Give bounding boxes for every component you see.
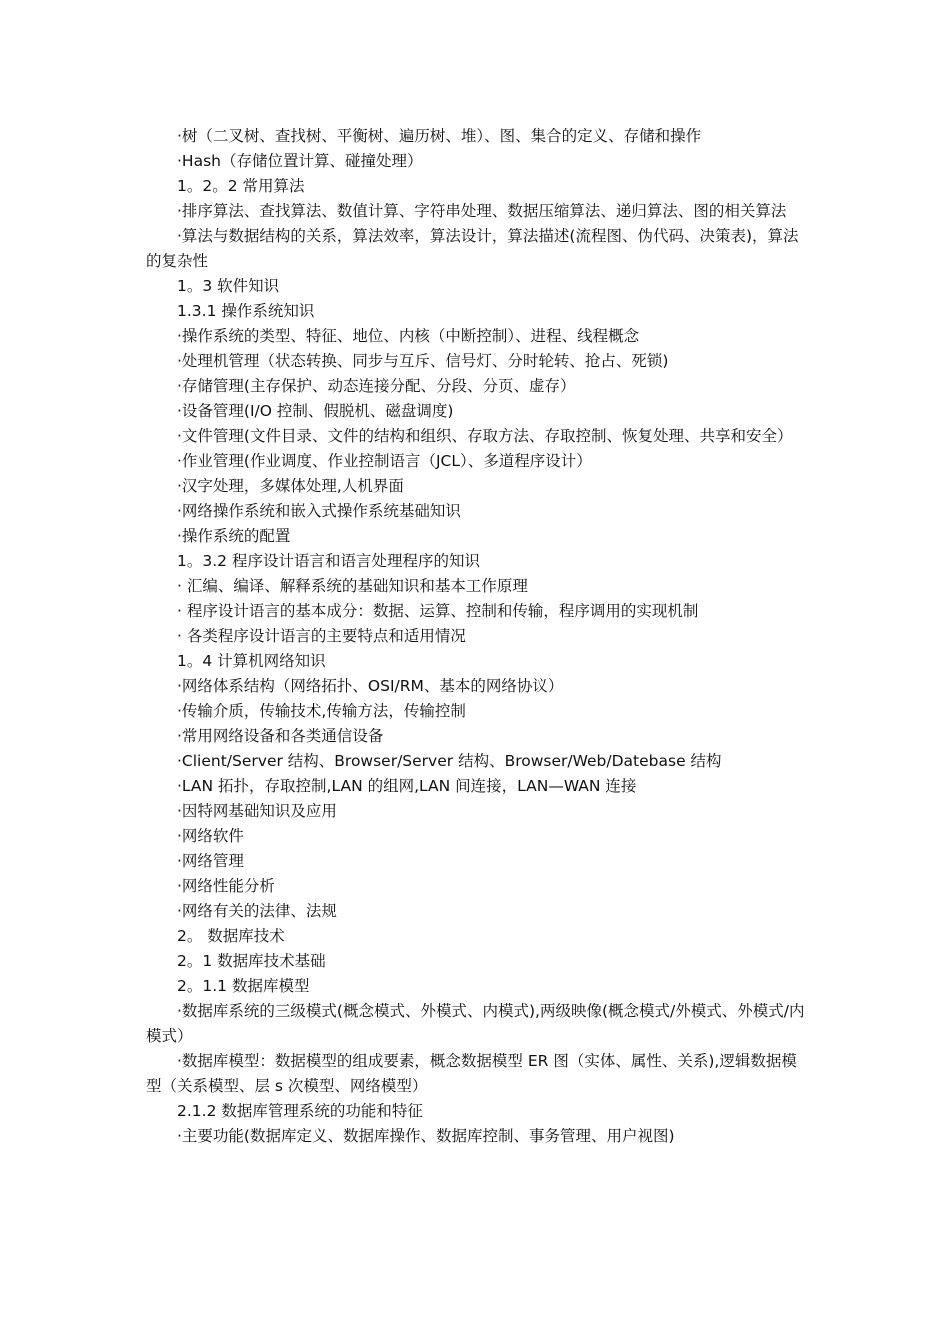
list-item: ·数据库模型：数据模型的组成要素，概念数据模型 ER 图（实体、属性、关系),逻辑数据模型（关系模型、层 s 次模型、网络模型） bbox=[146, 1052, 797, 1095]
section-heading: 1。3 软件知识 bbox=[177, 277, 280, 295]
document-body bbox=[146, 124, 806, 1149]
section-heading: 2。1.1 数据库模型 bbox=[177, 977, 310, 995]
section-heading: 2。 数据库技术 bbox=[177, 927, 285, 945]
list-item: ·Client/Server 结构、Browser/Server 结构、Browser/Web/Datebase 结构 bbox=[177, 752, 722, 770]
list-item: ·数据库系统的三级模式(概念模式、外模式、内模式),两级映像(概念模式/外模式、外模式/内模式） bbox=[146, 1002, 805, 1045]
section-heading: 1.3.1 操作系统知识 bbox=[177, 302, 315, 320]
list-item: · 汇编、编译、解释系统的基础知识和基本工作原理 bbox=[177, 577, 528, 595]
list-item: ·网络操作系统和嵌入式操作系统基础知识 bbox=[177, 502, 461, 520]
list-item: ·Hash（存储位置计算、碰撞处理） bbox=[177, 152, 423, 170]
list-item: ·网络性能分析 bbox=[177, 877, 275, 895]
section-heading: 2.1.2 数据库管理系统的功能和特征 bbox=[177, 1102, 423, 1120]
list-item: · 程序设计语言的基本成分：数据、运算、控制和传输，程序调用的实现机制 bbox=[177, 602, 699, 620]
section-heading: 2。1 数据库技术基础 bbox=[177, 952, 326, 970]
list-item: ·处理机管理（状态转换、同步与互斥、信号灯、分时轮转、抢占、死锁) bbox=[177, 352, 669, 370]
list-item: ·主要功能(数据库定义、数据库操作、数据库控制、事务管理、用户视图) bbox=[177, 1127, 675, 1145]
list-item: ·因特网基础知识及应用 bbox=[177, 802, 337, 820]
list-item: ·LAN 拓扑，存取控制,LAN 的组网,LAN 间连接，LAN—WAN 连接 bbox=[177, 777, 637, 795]
section-heading: 1。3.2 程序设计语言和语言处理程序的知识 bbox=[177, 552, 480, 570]
list-item: ·文件管理(文件目录、文件的结构和组织、存取方法、存取控制、恢复处理、共享和安全） bbox=[177, 427, 793, 445]
list-item: ·操作系统的类型、特征、地位、内核（中断控制）、进程、线程概念 bbox=[177, 327, 640, 345]
list-item: ·网络软件 bbox=[177, 827, 244, 845]
list-item: ·传输介质，传输技术,传输方法，传输控制 bbox=[177, 702, 466, 720]
list-item: ·算法与数据结构的关系，算法效率，算法设计，算法描述(流程图、伪代码、决策表)，算法的复杂性 bbox=[146, 227, 799, 270]
list-item: ·网络管理 bbox=[177, 852, 244, 870]
list-item: ·网络有关的法律、法规 bbox=[177, 902, 337, 920]
list-item: ·汉字处理，多媒体处理,人机界面 bbox=[177, 477, 404, 495]
list-item: ·设备管理(I/O 控制、假脱机、磁盘调度) bbox=[177, 402, 454, 420]
list-item: ·存储管理(主存保护、动态连接分配、分段、分页、虚存） bbox=[177, 377, 576, 395]
section-heading: 1。2。2 常用算法 bbox=[177, 177, 305, 195]
list-item: ·操作系统的配置 bbox=[177, 527, 291, 545]
section-heading: 1。4 计算机网络知识 bbox=[177, 652, 326, 670]
list-item: ·树（二叉树、查找树、平衡树、遍历树、堆）、图、集合的定义、存储和操作 bbox=[177, 127, 702, 145]
list-item: · 各类程序设计语言的主要特点和适用情况 bbox=[177, 627, 466, 645]
list-item: ·常用网络设备和各类通信设备 bbox=[177, 727, 384, 745]
list-item: ·作业管理(作业调度、作业控制语言（JCL）、多道程序设计） bbox=[177, 452, 592, 470]
list-item: ·排序算法、查找算法、数值计算、字符串处理、数据压缩算法、递归算法、图的相关算法 bbox=[177, 202, 787, 220]
list-item: ·网络体系结构（网络拓扑、OSI/RM、基本的网络协议） bbox=[177, 677, 564, 695]
